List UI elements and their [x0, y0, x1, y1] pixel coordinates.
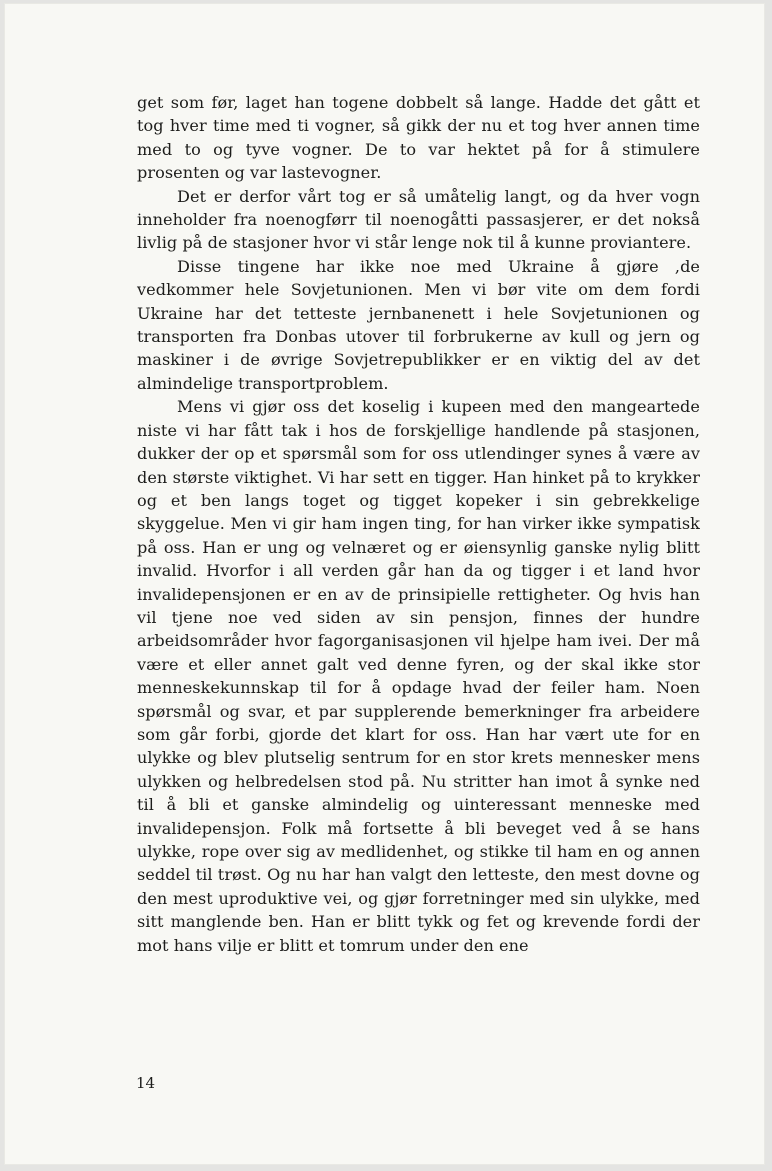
- body-text: [137, 91, 700, 957]
- book-page: [4, 3, 765, 1165]
- paragraph-2: Det er derfor vårt tog er så umåtelig langt, og da hver vogn inneholder fra noenogførr til noenogåtti passasjerer, er det nokså livlig på de stasjoner hvor vi står lenge nok til å kunne proviantere.: [137, 186, 700, 253]
- paragraph-1: get som før, laget han togene dobbelt så lange. Hadde det gått et tog hver time med ti vogner, så gikk der nu et tog hver annen time med to og tyve vogner. De to var hektet på for å stimulere prosenten og var lastevogner.: [137, 93, 700, 183]
- paragraph-3: Disse tingene har ikke noe med Ukraine å gjøre ,de vedkommer hele Sovjetunionen. Men vi bør vite om dem fordi Ukraine har det tetteste jernbanenett i hele Sovjetunionen og transporten fra Donbas utover til forbrukerne av kull og jern og maskiner i de øvrige Sovjetrepublikker er en viktig del av det almindelige transportproblem.: [137, 256, 700, 393]
- page-number: 14: [136, 1074, 156, 1092]
- paragraph-4: Mens vi gjør oss det koselig i kupeen med den mangeartede niste vi har fått tak i hos de forskjellige handlende på stasjonen, dukker der op et spørsmål som for oss utlendinger synes å være av den største viktighet. Vi har sett en tigger. Han hinket på to krykker og et ben langs toget og tigget kopeker i sin gebrekkelige skyggelue. Men vi gir ham ingen ting, for han virker ikke sympatisk på oss. Han er ung og velnæret og er øiensynlig ganske nylig blitt invalid. Hvorfor i all verden går han da og tigger i et land hvor invalidepensjonen er en av de prinsipielle rettigheter. Og hvis han vil tjene noe ved siden av sin pensjon, finnes der hundre arbeidsområder hvor fagorganisasjonen vil hjelpe ham ivei. Der må være et eller annet galt ved denne fyren, og der skal ikke stor menneskekunnskap til for å opdage hvad der feiler ham. Noen spørsmål og svar, et par supplerende bemerkninger fra arbeidere som går forbi, gjorde det klart for oss. Han har vært ute for en ulykke og blev plutselig sentrum for en stor krets mennesker mens ulykken og helbredelsen stod på. Nu stritter han imot å synke ned til å bli et ganske almindelig og uinteressant menneske med invalidepensjon. Folk må fortsette å bli beveget ved å se hans ulykke, rope over sig av medlidenhet, og stikke til ham en og annen seddel til trøst. Og nu har han valgt den letteste, den mest dovne og den mest uproduktive vei, og gjør forretninger med sin ulykke, med sitt manglende ben. Han er blitt tykk og fet og krevende fordi der mot hans vilje er blitt et tomrum under den ene: [137, 397, 700, 955]
